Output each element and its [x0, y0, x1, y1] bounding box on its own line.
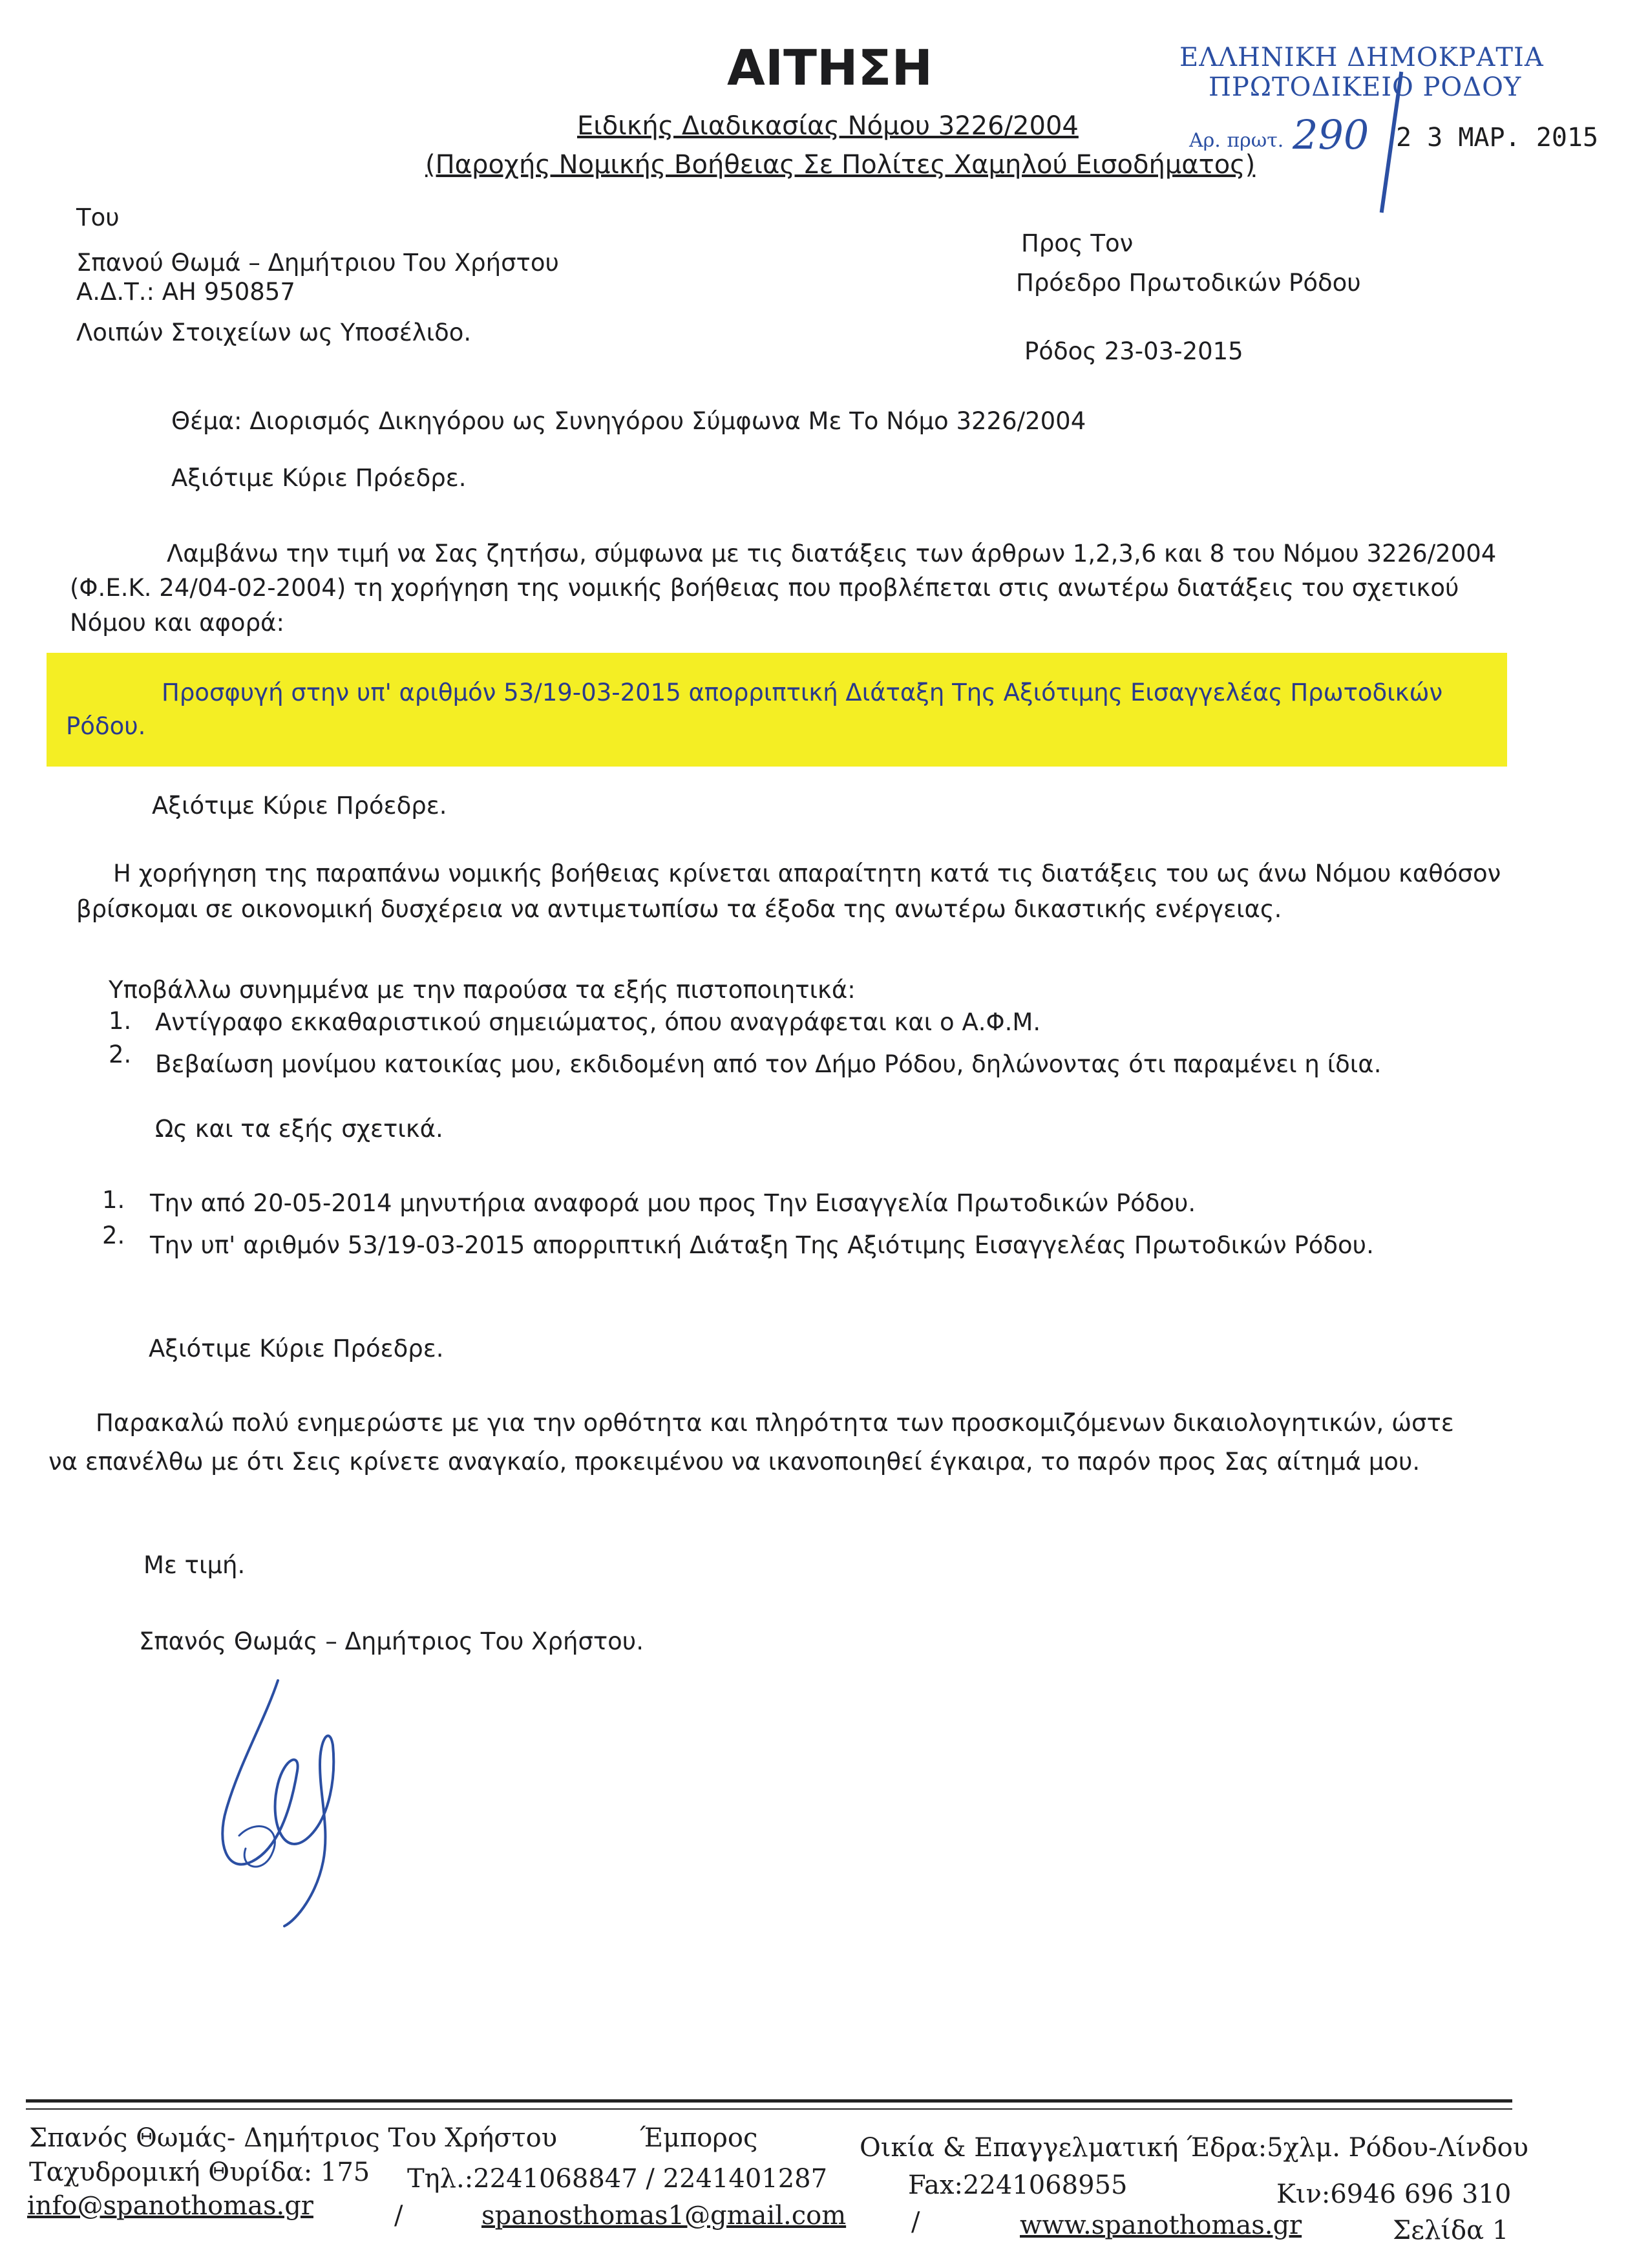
highlight-line1: Προσφυγή στην υπ' αριθμόν 53/19-03-2015 απορριπτική Διάταξη Της Αξιότιμης Εισαγγελέας Πρωτοδικών: [162, 679, 1443, 706]
para1-line3: Νόμου και αφορά:: [70, 609, 284, 637]
attachment-item-2: Βεβαίωση μονίμου κατοικίας μου, εκδιδομένη από τον Δήμο Ρόδου, δηλώνοντας ότι παραμένει η ίδια.: [155, 1050, 1382, 1078]
salutation-3: Αξιότιμε Κύριε Πρόεδρε.: [149, 1335, 444, 1362]
para1-line2: (Φ.Ε.Κ. 24/04-02-2004) τη χορήγηση της νομικής βοήθειας που προβλέπεται στις ανωτέρω διατάξεις του σχετικού: [70, 574, 1459, 602]
signatory-name: Σπανός Θωμάς – Δημήτριος Του Χρήστου.: [139, 1627, 644, 1655]
attachments-intro: Υποβάλλω συνημμένα με την παρούσα τα εξής πιστοποιητικά:: [109, 976, 856, 1004]
para3-line2: να επανέλθω με ότι Σεις κρίνετε αναγκαίο, προκειμένου να ικανοποιηθεί έγκαιρα, το παρόν προς Σας αίτημά μου.: [48, 1448, 1421, 1476]
footer-rule: [26, 2099, 1512, 2103]
footer-fax: Fax:2241068955: [908, 2170, 1128, 2200]
attachment-num-1: 1.: [109, 1007, 132, 1035]
related-num-2: 2.: [102, 1222, 125, 1249]
sender-name: Σπανού Θωμά – Δημήτριου Του Χρήστου: [76, 249, 559, 277]
related-num-1: 1.: [102, 1186, 125, 1214]
sender-line-1: Του: [76, 204, 120, 231]
stamp-date: 2 3 ΜΑΡ. 2015: [1396, 123, 1599, 153]
subject-line: Θέμα: Διορισμός Δικηγόρου ως Συνηγόρου Σύμφωνα Με Το Νόμο 3226/2004: [171, 407, 1086, 435]
salutation-1: Αξιότιμε Κύριε Πρόεδρε.: [171, 464, 467, 492]
sender-id: Α.Δ.Τ.: ΑΗ 950857: [76, 278, 295, 306]
highlight-line2: Ρόδου.: [66, 712, 146, 740]
footer-name: Σπανός Θωμάς- Δημήτριος Του Χρήστου: [29, 2123, 558, 2153]
footer-pobox: Ταχυδρομική Θυρίδα: 175: [29, 2157, 370, 2187]
letter-date: Ρόδος 23-03-2015: [1024, 337, 1243, 365]
footer-rule-thin: [26, 2108, 1512, 2110]
footer-role: Έμπορος: [640, 2123, 758, 2153]
footer-address: Οικία & Επαγγελματική Έδρα:5χλμ. Ρόδου-Λίνδου: [860, 2133, 1528, 2163]
footer-gmail-link[interactable]: spanosthomas1@gmail.com: [481, 2201, 847, 2231]
salutation-2: Αξιότιμε Κύριε Πρόεδρε.: [152, 792, 447, 820]
footer-mobile: Κιν:6946 696 310: [1276, 2179, 1512, 2209]
recipient-line-2: Πρόεδρο Πρωτοδικών Ρόδου: [1016, 269, 1361, 297]
related-item-1: Την από 20-05-2014 μηνυτήρια αναφορά μου προς Την Εισαγγελία Πρωτοδικών Ρόδου.: [150, 1189, 1196, 1217]
handwritten-signature: [200, 1668, 368, 1939]
document-subtitle-purpose: (Παροχής Νομικής Βοήθειας Σε Πολίτες Χαμηλού Εισοδήματος): [425, 150, 1256, 180]
highlighted-request: [47, 653, 1507, 767]
related-item-2: Την υπ' αριθμόν 53/19-03-2015 απορριπτική Διάταξη Της Αξιότιμης Εισαγγελέας Πρωτοδικών Ρόδου.: [150, 1231, 1374, 1259]
footer-email-link[interactable]: info@spanothomas.gr: [27, 2191, 313, 2221]
para3-line1: Παρακαλώ πολύ ενημερώστε με για την ορθότητα και πληρότητα των προσκομιζόμενων δικαιολογητικών, ώστε: [96, 1409, 1454, 1437]
footer-page-number: Σελίδα 1: [1393, 2216, 1509, 2245]
stamp-line-1: ΕΛΛΗΝΙΚΗ ΔΗΜΟΚΡΑΤΙΑ: [1179, 43, 1544, 72]
document-subtitle-law: Ειδικής Διαδικασίας Νόμου 3226/2004: [577, 111, 1079, 141]
para2-line1: Η χορήγηση της παραπάνω νομικής βοήθειας κρίνεται απαραίτητη κατά τις διατάξεις του ως άνω Νόμου καθόσον: [113, 860, 1501, 887]
stamp-protocol-number: 290: [1293, 111, 1369, 158]
footer-separator-2: /: [911, 2207, 920, 2237]
para2-line2: βρίσκομαι σε οικονομική δυσχέρεια να αντιμετωπίσω τα έξοδα της ανωτέρω δικαστικής ενέργειας.: [76, 895, 1282, 923]
para1-line1: Λαμβάνω την τιμή να Σας ζητήσω, σύμφωνα με τις διατάξεις των άρθρων 1,2,3,6 και 8 του Νόμου 3226/2004: [167, 540, 1497, 567]
stamp-line-2: ΠΡΩΤΟΔΙΚΕΙΟ ΡΟΔΟΥ: [1209, 72, 1522, 102]
recipient-line-1: Προς Τον: [1021, 229, 1134, 257]
related-intro: Ως και τα εξής σχετικά.: [155, 1115, 443, 1143]
attachment-num-2: 2.: [109, 1041, 132, 1068]
footer-phone: Τηλ.:2241068847 / 2241401287: [407, 2164, 828, 2194]
stamp-protocol-label: Αρ. πρωτ.: [1189, 129, 1284, 152]
sender-note: Λοιπών Στοιχείων ως Υποσέλιδο.: [76, 319, 472, 346]
document-title: ΑΙΤΗΣΗ: [727, 39, 933, 96]
footer-separator-1: /: [394, 2201, 403, 2231]
footer-website-link[interactable]: www.spanothomas.gr: [1020, 2210, 1302, 2240]
closing: Με τιμή.: [143, 1551, 246, 1579]
attachment-item-1: Αντίγραφο εκκαθαριστικού σημειώματος, όπου αναγράφεται και ο Α.Φ.Μ.: [155, 1008, 1041, 1036]
